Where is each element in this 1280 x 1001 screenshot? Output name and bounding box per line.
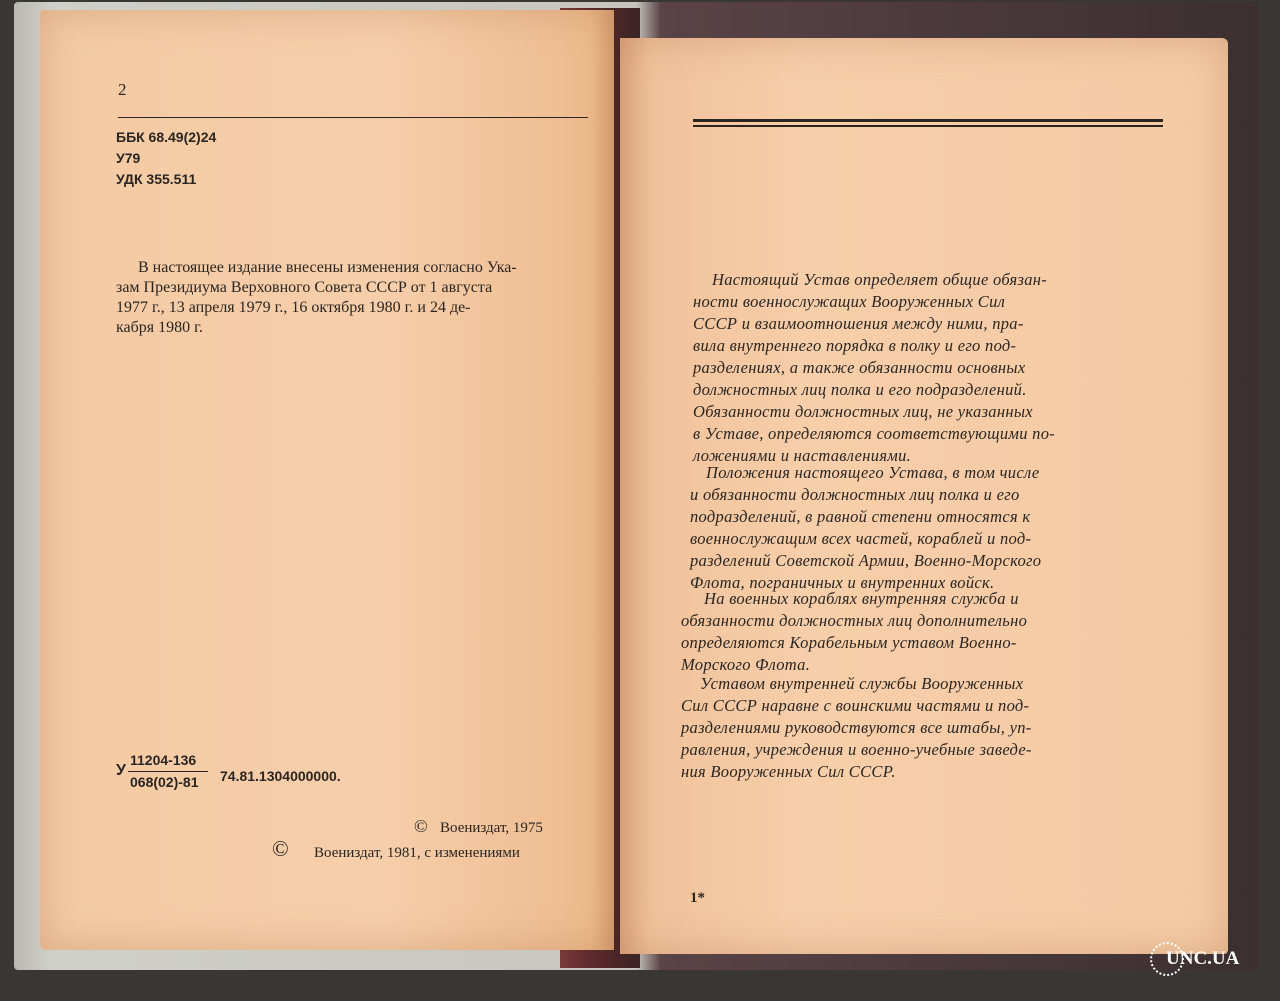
text-line: СССР и взаимоотношения между ними, пра- — [693, 314, 1024, 333]
header-rule — [118, 117, 588, 118]
watermark: UNC.UA — [1166, 948, 1240, 969]
text-line: ния Вооруженных Сил СССР. — [681, 762, 896, 781]
copyright-1975: Воениздат, 1975 — [440, 820, 543, 836]
text-line: разделениях, а также обязанности основных — [693, 358, 1026, 377]
text-line: вила внутреннего порядка в полку и его под- — [693, 336, 1017, 355]
text-line: разделениями руководствуются все штабы, уп- — [681, 718, 1032, 737]
text-line: На военных кораблях внутренняя служба и — [704, 589, 1019, 608]
text-line: Положения настоящего Устава, в том числе — [706, 463, 1040, 482]
copyright-1981: Воениздат, 1981, с изменениями — [314, 845, 520, 861]
text-line: и обязанности должностных лиц полка и его — [690, 485, 1020, 504]
text-line: военнослужащим всех частей, кораблей и под- — [690, 529, 1032, 548]
text-line: Уставом внутренней службы Вооруженных — [700, 674, 1024, 693]
notice-line: В настоящее издание внесены изменения согласно Ука- — [138, 259, 517, 276]
text-line: Настоящий Устав определяет общие обязан- — [712, 270, 1048, 289]
author-mark: У79 — [116, 150, 141, 166]
text-line: должностных лиц полка и его подразделений. — [693, 380, 1027, 399]
text-line: Обязанности должностных лиц, не указанных — [693, 402, 1033, 421]
text-line: равления, учреждения и военно-учебные заведе- — [681, 740, 1032, 759]
fraction-bar — [128, 771, 208, 772]
text-line: определяются Корабельным уставом Военно- — [681, 633, 1017, 652]
index-numerator: 11204-136 — [130, 752, 197, 768]
index-denominator: 068(02)-81 — [130, 774, 199, 790]
udk-code: УДК 355.511 — [116, 171, 197, 187]
text-line: подразделений, в равной степени относятся к — [690, 507, 1031, 526]
text-line: разделений Советской Армии, Военно-Морского — [690, 551, 1042, 570]
copyright-icon: © — [414, 816, 428, 836]
notice-line: 1977 г., 13 апреля 1979 г., 16 октября 1980 г. и 24 де- — [116, 299, 471, 316]
index-code: 74.81.1304000000. — [220, 768, 341, 784]
text-line: ности военнослужащих Вооруженных Сил — [693, 292, 1006, 311]
signature-mark: 1* — [690, 890, 705, 906]
notice-line: зам Президиума Верховного Совета СССР от 1 августа — [116, 279, 493, 296]
bbk-code: ББК 68.49(2)24 — [116, 129, 217, 145]
header-double-rule — [693, 119, 1163, 127]
notice-line: кабря 1980 г. — [116, 319, 203, 336]
page-number: 2 — [118, 80, 127, 99]
text-line: Морского Флота. — [681, 655, 811, 674]
text-line: в Уставе, определяются соответствующими по- — [693, 424, 1056, 443]
copyright-icon: © — [272, 836, 289, 861]
index-prefix: У — [116, 762, 126, 779]
text-line: Флота, пограничных и внутренних войск. — [690, 573, 995, 592]
text-line: обязанности должностных лиц дополнительно — [681, 611, 1028, 630]
text-line: ложениями и наставлениями. — [693, 446, 912, 465]
text-line: Сил СССР наравне с воинскими частями и под- — [681, 696, 1030, 715]
